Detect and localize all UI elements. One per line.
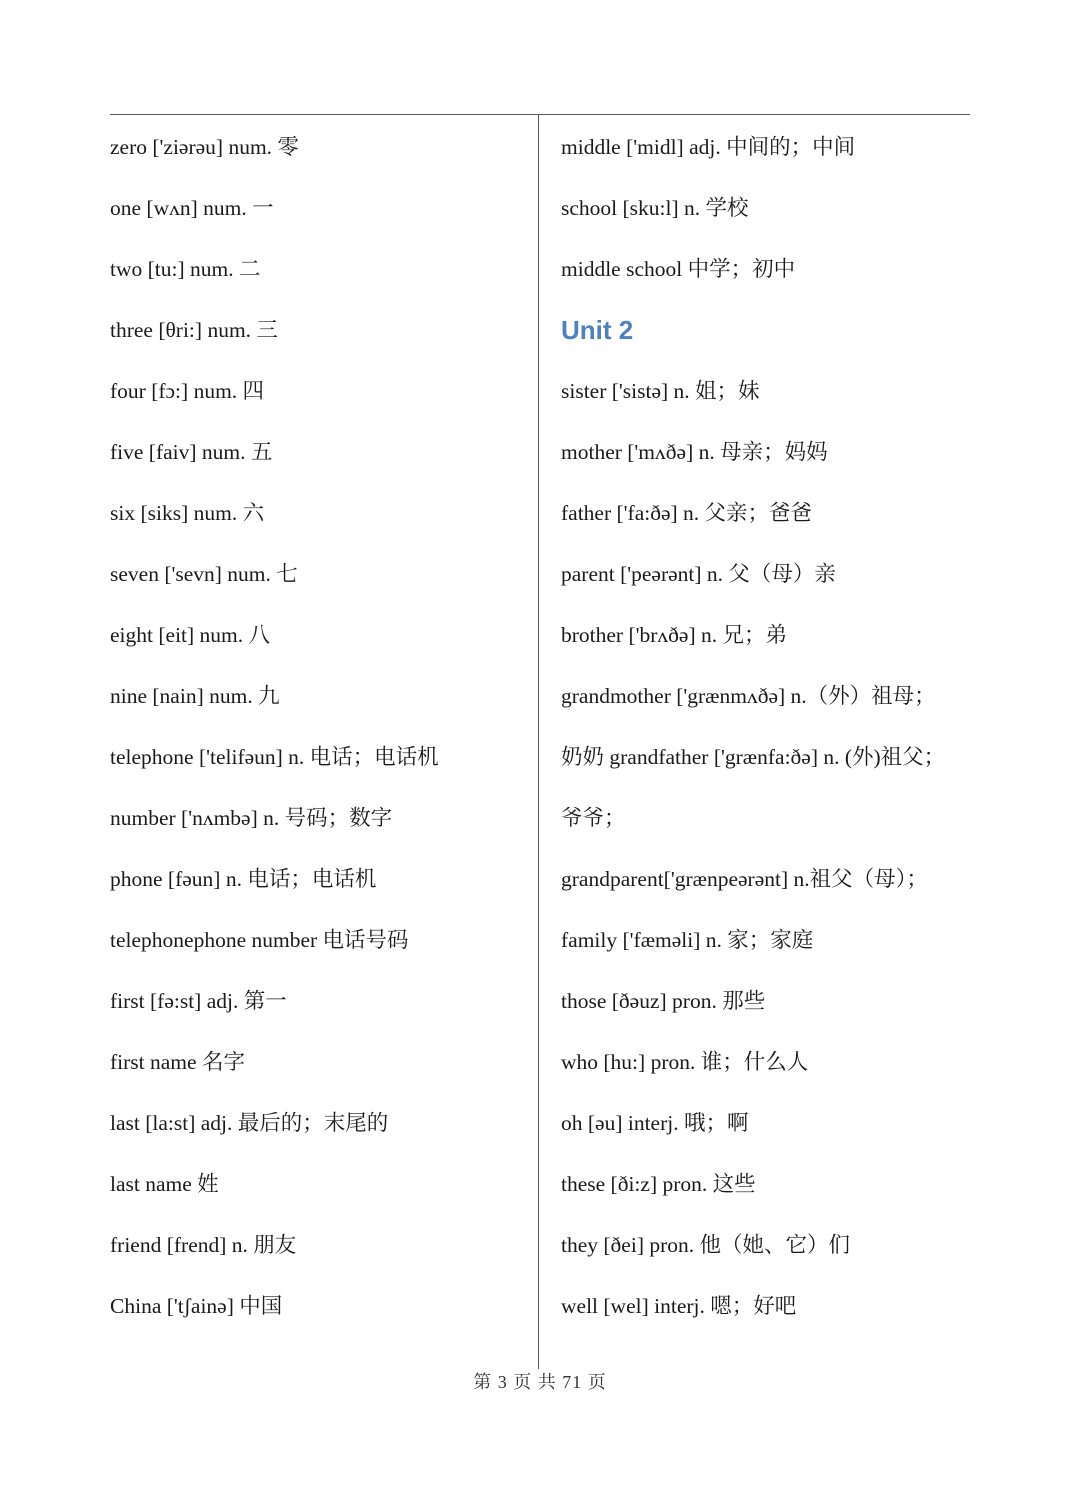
vocab-entry: China ['tʃainə] 中国 [110, 1294, 283, 1318]
vocab-entry: five [faiv] num. 五 [110, 440, 273, 464]
vocab-entry: brother ['brʌðə] n. 兄；弟 [561, 623, 787, 647]
vocab-entry: one [wʌn] num. 一 [110, 196, 274, 220]
vocab-entry: friend [frend] n. 朋友 [110, 1233, 297, 1257]
vocab-entry: four [fɔ:] num. 四 [110, 379, 265, 403]
vocab-entry: well [wel] interj. 嗯；好吧 [561, 1294, 797, 1318]
vocab-entry: three [θri:] num. 三 [110, 318, 278, 342]
vocab-entry: oh [əu] interj. 哦；啊 [561, 1111, 749, 1135]
vocab-entry: school [sku:l] n. 学校 [561, 196, 749, 220]
vocab-entry: phone [fəun] n. 电话；电话机 [110, 867, 377, 891]
vocab-entry: nine [nain] num. 九 [110, 684, 280, 708]
vocab-entry: telephone ['telifəun] n. 电话；电话机 [110, 745, 439, 769]
vocab-entry: sister ['sistə] n. 姐；妹 [561, 379, 760, 403]
vocab-entry: zero ['ziərəu] num. 零 [110, 135, 299, 159]
vocab-entry: middle school 中学；初中 [561, 257, 796, 281]
vocab-entry: who [hu:] pron. 谁；什么人 [561, 1050, 809, 1074]
vocab-entry: seven ['sevn] num. 七 [110, 562, 298, 586]
vocab-entry: six [siks] num. 六 [110, 501, 265, 525]
top-rule [110, 114, 970, 115]
vocab-entry: eight [eit] num. 八 [110, 623, 271, 647]
vocab-entry: those [ðəuz] pron. 那些 [561, 989, 766, 1013]
vocab-entry: mother ['mʌðə] n. 母亲；妈妈 [561, 440, 828, 464]
vocab-entry: two [tu:] num. 二 [110, 257, 261, 281]
left-column [110, 117, 530, 1337]
page-footer: 第 3 页 共 71 页 [473, 1372, 607, 1392]
vocab-entry: first name 名字 [110, 1050, 245, 1074]
vocab-entry: family ['fæməli] n. 家；家庭 [561, 928, 814, 952]
vocab-entry: grandmother ['grænmʌðə] n.（外）祖母； [561, 684, 936, 708]
vocab-entry: telephonephone number 电话号码 [110, 928, 409, 952]
vocab-entry: last [la:st] adj. 最后的；末尾的 [110, 1111, 389, 1135]
vocab-entry: last name 姓 [110, 1172, 219, 1196]
vocab-entry: parent ['peərənt] n. 父（母）亲 [561, 562, 836, 586]
vocab-entry: number ['nʌmbə] n. 号码；数字 [110, 806, 393, 830]
vocab-entry: these [ði:z] pron. 这些 [561, 1172, 756, 1196]
vocab-entry: first [fə:st] adj. 第一 [110, 989, 287, 1013]
vocab-entry: they [ðei] pron. 他（她、它）们 [561, 1233, 851, 1257]
vocab-entry: middle ['midl] adj. 中间的；中间 [561, 135, 856, 159]
vocab-entry: 爷爷； [561, 806, 626, 830]
vocab-entry: 奶奶 grandfather ['grænfa:ðə] n. (外)祖父； [561, 745, 946, 769]
right-column [561, 117, 981, 1337]
vocab-entry: grandparent['grænpeərənt] n.祖父（母）； [561, 867, 928, 891]
unit-heading: Unit 2 [561, 315, 634, 345]
column-divider [538, 114, 539, 1369]
vocab-entry: father ['fa:ðə] n. 父亲；爸爸 [561, 501, 813, 525]
